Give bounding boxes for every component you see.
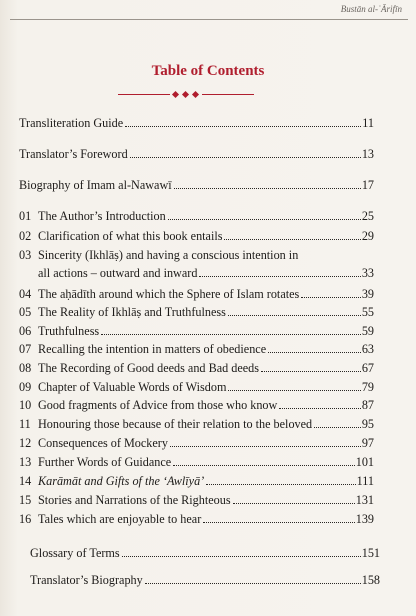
- toc-entry[interactable]: [19, 512, 374, 527]
- toc-entry-page: 11: [362, 116, 374, 130]
- toc-entry[interactable]: [19, 436, 374, 451]
- toc-entry-title: Tales which are enjoyable to hear: [38, 512, 202, 526]
- chapter-number: 08: [19, 361, 32, 375]
- toc-entry-title: Recalling the intention in matters of obedience: [38, 342, 267, 356]
- running-head: Bustān al-ʿĀrifīn: [340, 4, 402, 14]
- chapter-number: 03: [19, 248, 32, 262]
- toc-entry-title: Sincerity (Ikhlāṣ) and having a conscious intention in: [38, 248, 299, 262]
- toc-entry-page: 33: [361, 266, 374, 280]
- toc-entry-page: 55: [361, 305, 374, 319]
- dot-leader: [203, 522, 354, 523]
- toc-entry[interactable]: [19, 380, 374, 395]
- toc-entry-page: 101: [355, 455, 374, 469]
- chapter-number: 10: [19, 398, 32, 412]
- chapter-number: 15: [19, 493, 32, 507]
- toc-entry-title: Glossary of Terms: [30, 546, 120, 560]
- toc-entry-title: Further Words of Guidance: [38, 455, 172, 469]
- toc-entry-title: Honouring those because of their relation to the beloved: [38, 417, 313, 431]
- chapter-number: 13: [19, 455, 32, 469]
- toc-entry-page: 87: [361, 398, 374, 412]
- chapter-number: 07: [19, 342, 32, 356]
- toc-entry-title: Stories and Narrations of the Righteous: [38, 493, 231, 507]
- toc-entry-title: Consequences of Mockery: [38, 436, 168, 450]
- toc-entry-page: 139: [355, 512, 374, 526]
- dot-leader: [170, 446, 361, 447]
- toc-entry-title: Karāmāt and Gifts of the ‘Awlīyā’: [38, 474, 205, 488]
- toc-entry-page: 79: [361, 380, 374, 394]
- toc-entry[interactable]: [19, 147, 374, 162]
- dot-leader: [130, 157, 361, 158]
- toc-entry[interactable]: [19, 209, 374, 224]
- toc-entry-title: The Recording of Good deeds and Bad deeds: [38, 361, 260, 375]
- toc-entry-page: 25: [361, 209, 374, 223]
- toc-entry[interactable]: [19, 474, 374, 489]
- dot-leader: [268, 352, 361, 353]
- toc-entry-page: 158: [361, 573, 380, 587]
- toc-entry-page: 95: [361, 417, 374, 431]
- chapter-number: 01: [19, 209, 32, 223]
- chapter-number: 02: [19, 229, 32, 243]
- page-title: Table of Contents: [151, 63, 265, 79]
- toc-entry[interactable]: [19, 398, 374, 413]
- toc-entry[interactable]: [19, 324, 374, 339]
- toc-entry[interactable]: [19, 287, 374, 302]
- dot-leader: [279, 408, 361, 409]
- dot-leader: [261, 371, 361, 372]
- toc-entry[interactable]: [19, 178, 374, 193]
- toc-entry-page: 63: [361, 342, 374, 356]
- dot-leader: [301, 297, 361, 298]
- toc-entry-title: Chapter of Valuable Words of Wisdom: [38, 380, 227, 394]
- toc-entry-title-continued: all actions – outward and inward: [38, 266, 198, 280]
- dot-leader: [174, 188, 361, 189]
- toc-entry-continuation[interactable]: [19, 266, 374, 281]
- toc-entry-title: Biography of Imam al-Nawawī: [19, 178, 172, 192]
- toc-entry-title: Clarification of what this book entails: [38, 229, 223, 243]
- toc-entry-page: 59: [361, 324, 374, 338]
- toc-entry[interactable]: [19, 493, 374, 508]
- toc-entry[interactable]: [30, 546, 380, 561]
- toc-entry[interactable]: [19, 248, 374, 263]
- dot-leader: [145, 583, 361, 584]
- dot-leader: [168, 219, 361, 220]
- chapter-number: 12: [19, 436, 32, 450]
- toc-entry[interactable]: [19, 342, 374, 357]
- toc-entry-page: 131: [355, 493, 374, 507]
- chapter-number: 09: [19, 380, 32, 394]
- toc-entry-title: Truthfulness: [38, 324, 100, 338]
- toc-entry-page: 13: [361, 147, 374, 161]
- dot-leader: [206, 484, 355, 485]
- chapter-number: 04: [19, 287, 32, 301]
- toc-entry[interactable]: [19, 361, 374, 376]
- toc-entry-title: The Reality of Ikhlāṣ and Truthfulness: [38, 305, 226, 319]
- dot-leader: [125, 126, 361, 127]
- toc-entry-title: The aḥādīth around which the Sphere of Islam rotates: [38, 287, 300, 301]
- toc-entry[interactable]: [19, 455, 374, 470]
- dot-leader: [233, 503, 355, 504]
- toc-entry[interactable]: [19, 229, 374, 244]
- toc-entry[interactable]: [19, 417, 374, 432]
- dot-leader: [199, 276, 360, 277]
- chapter-number: 05: [19, 305, 32, 319]
- toc-entry-title: The Author’s Introduction: [38, 209, 166, 223]
- toc-entry[interactable]: [19, 116, 374, 131]
- toc-entry[interactable]: [30, 573, 380, 588]
- dot-leader: [314, 427, 361, 428]
- toc-entry-title: Translator’s Foreword: [19, 147, 128, 161]
- toc-entry-page: 17: [361, 178, 374, 192]
- chapter-number: 16: [19, 512, 32, 526]
- dot-leader: [228, 315, 361, 316]
- chapter-number: 11: [19, 417, 31, 431]
- toc-entry[interactable]: [19, 305, 374, 320]
- dot-leader: [101, 334, 361, 335]
- chapter-number: 06: [19, 324, 32, 338]
- toc-entry-title: Transliteration Guide: [19, 116, 124, 130]
- toc-entry-page: 111: [356, 474, 374, 488]
- toc-entry-page: 67: [361, 361, 374, 375]
- toc-entry-page: 151: [361, 546, 380, 560]
- chapter-number: 14: [19, 474, 32, 488]
- toc-entry-title: Good fragments of Advice from those who know: [38, 398, 278, 412]
- toc-entry-title: Translator’s Biography: [30, 573, 143, 587]
- dot-leader: [173, 465, 355, 466]
- dot-leader: [122, 556, 361, 557]
- dot-leader: [228, 390, 360, 391]
- dot-leader: [224, 239, 360, 240]
- toc-entry-page: 97: [361, 436, 374, 450]
- toc-entry-page: 39: [361, 287, 374, 301]
- toc-entry-page: 29: [361, 229, 374, 243]
